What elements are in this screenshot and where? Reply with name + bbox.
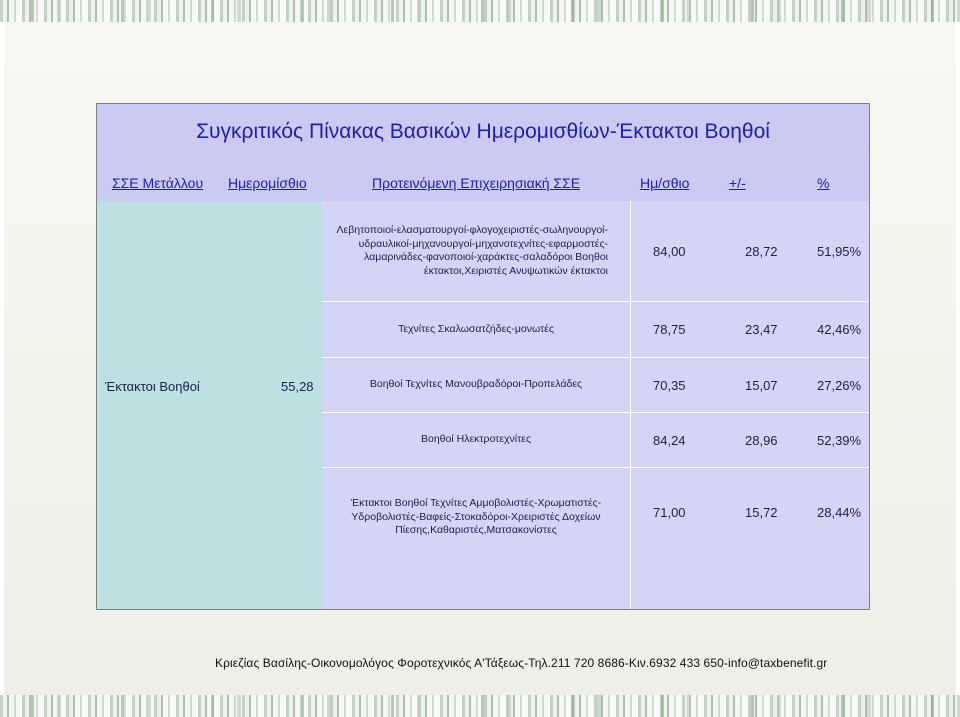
- table-row: [322, 413, 869, 468]
- slide: [4, 22, 956, 695]
- category-wage: 55,28: [281, 379, 314, 394]
- header-diff: +/-: [729, 175, 746, 191]
- header-row: [97, 165, 869, 202]
- table-row: [322, 468, 869, 609]
- table-row: [322, 302, 869, 358]
- row-description: Βοηθοί Τεχνίτες Μανουβραδόροι-Προπελάδες: [322, 358, 631, 412]
- row-percent: 52,39%: [817, 432, 862, 448]
- header-im-sthio: Ημ/σθιο: [640, 175, 690, 191]
- wage-comparison-table: [96, 103, 870, 610]
- row-description: Έκτακτοι Βοηθοί Τεχνίτες Αμμοβολιστές-Χρωματιστές-Υδροβολιστές-Βαφείς-Στοκαδόροι-Χρειριστές Δοχείων Πίεσης,Καθαριστές,Ματσακονίστες: [322, 468, 631, 609]
- header-proteinomeni-sse: Προτεινόμενη Επιχειρησιακή ΣΣΕ: [372, 175, 581, 191]
- row-diff: 23,47: [745, 322, 778, 337]
- rows-container: [322, 201, 869, 609]
- row-wage: 78,75: [653, 322, 686, 337]
- row-percent: 27,26%: [817, 377, 862, 393]
- top-decorative-bar: [0, 0, 960, 22]
- bottom-decorative-bar: [0, 695, 960, 717]
- row-percent: 51,95%: [817, 243, 862, 259]
- row-description: Τεχνίτες Σκαλωσατζήδες-μονωτές: [322, 302, 631, 357]
- page-title: Συγκριτικός Πίνακας Βασικών Ημερομισθίων-Έκτακτοι Βοηθοί: [196, 119, 770, 143]
- row-diff: 28,72: [745, 243, 778, 259]
- table-row: [322, 201, 869, 302]
- row-percent: 28,44%: [817, 505, 862, 520]
- row-description: Βοηθοί Ηλεκτροτεχνίτες: [322, 413, 631, 467]
- footer-contact: Κριεζίας Βασίλης-Οικονομολόγος Φοροτεχνικός Α'Τάξεως-Τηλ.211 720 8686-Κιν.6932 433 650-info@taxbenefit.gr: [215, 656, 828, 670]
- row-wage: 84,00: [653, 243, 686, 259]
- row-diff: 28,96: [745, 432, 778, 448]
- title-row: [97, 104, 869, 166]
- header-percent: %: [817, 175, 830, 191]
- row-wage: 84,24: [653, 432, 686, 448]
- row-wage: 70,35: [653, 377, 686, 393]
- row-description: Λεβητοποιοί-ελασματουργοί-φλογοχειριστές-σωληνουργοί-υδραυλικοί-μηχανουργοί-μηχανοτεχνίτες-εφαρμοστές-λαμαρινάδες-φανοποιοί-χαράκτες-σαλαδόροι Βοηθοι έκτακτοι,Χειριστές Ανυψωτικών έκτακτοι: [322, 201, 631, 301]
- category-name: Έκτακτοι Βοηθοί: [105, 379, 200, 394]
- row-percent: 42,46%: [817, 322, 862, 337]
- row-diff: 15,07: [745, 377, 778, 393]
- table-row: [322, 358, 869, 413]
- category-column: [97, 201, 323, 609]
- row-wage: 71,00: [653, 505, 686, 520]
- header-sse-metallou: ΣΣΕ Μετάλλου: [112, 175, 204, 191]
- row-diff: 15,72: [745, 505, 778, 520]
- header-imeromisthio: Ημερομίσθιο: [228, 175, 307, 191]
